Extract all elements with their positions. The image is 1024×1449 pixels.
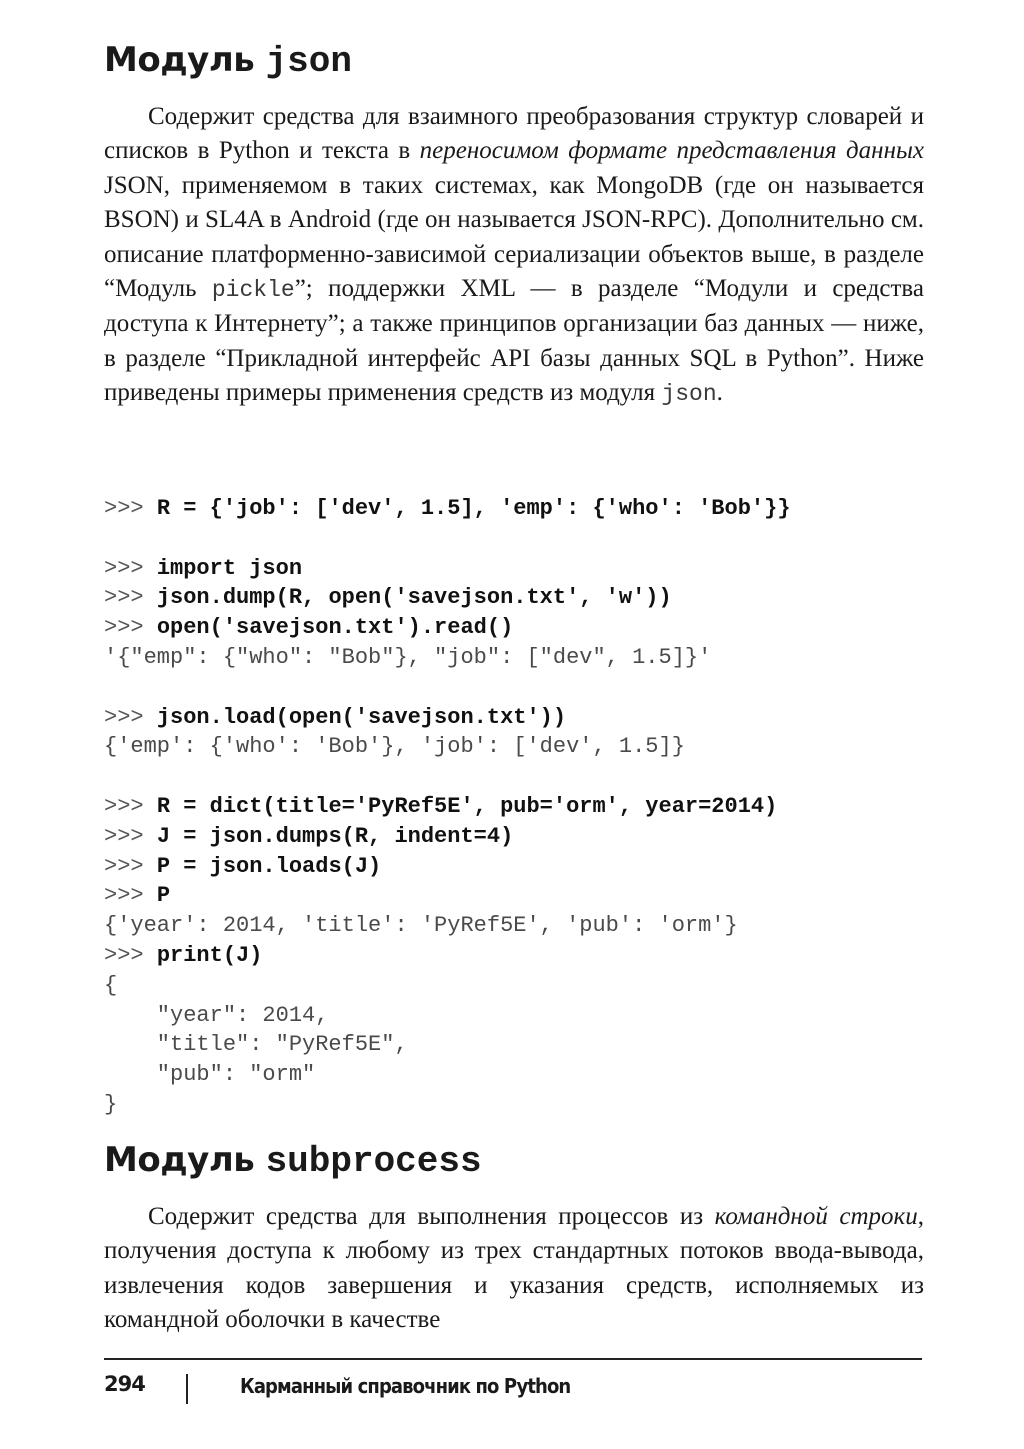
code-text: R = {'job': ['dev', 1.5], 'emp': {'who': 'Bob'}} [156,496,791,521]
repl-prompt: >>> [104,823,157,849]
code-text: P = json.loads(J) [156,853,382,879]
code-text: { [104,972,118,998]
paragraph-text: Содержит средства для взаимного преобразования структур словарей и списков в Python и текста в [104,103,924,165]
repl-prompt: >>> [104,704,157,730]
code-blank-line [104,524,791,554]
running-footer-title: Карманный справочник по Python [240,1374,571,1398]
repl-prompt: >>> [104,585,157,611]
heading-module-name: subprocess [265,1141,482,1182]
code-input-line [104,703,791,733]
repl-prompt: >>> [104,883,157,909]
json-description-paragraph [104,100,924,412]
code-text: import json [156,555,303,581]
heading-module-name: json [265,41,352,82]
repl-prompt: >>> [104,496,157,521]
code-text: open('savejson.txt').read() [156,615,514,641]
code-output-line [104,643,791,673]
repl-prompt: >>> [104,853,157,879]
code-input-line [104,792,791,822]
code-text: '{"emp": {"who": "Bob"}, "job": ["dev", 1.5]}' [104,644,712,670]
code-text: J = json.dumps(R, indent=4) [156,823,514,849]
paragraph-text: JSON, применяемом в таких системах, как MongoDB (где он называется BSON) и SL4A в Android (где он называется JSON-RPC). Дополнительно см. описание платформенно-зависимой сериализации объектов выше, в разделе “Модуль [104,171,924,303]
paragraph-text: Содержит средства для выполнения процессов из [148,1203,715,1230]
code-input-line [104,941,791,971]
code-input-line [104,822,791,852]
paragraph-text: ”; поддержки XML — в разделе “Модули и средства доступа к Интернету”; а также принципов организации баз данных — ниже, в разделе “Прикладной интерфейс API базы данных SQL в Python”. Ниже приведены примеры применения средств из модуля [104,275,925,407]
code-output-line [104,1090,791,1120]
repl-prompt: >>> [104,942,157,968]
code-blank-line [104,762,791,792]
code-text: {'year': 2014, 'title': 'PyRef5E', 'pub': 'orm'} [104,913,738,939]
code-input-line [104,554,791,584]
code-text: "year": 2014, [104,1002,329,1028]
code-text: json.load(open('savejson.txt')) [156,704,567,730]
code-text: "title": "PyRef5E", [104,1032,408,1058]
repl-prompt: >>> [104,793,157,819]
code-blank-line [104,673,791,703]
footer-separator [186,1374,188,1404]
heading-prefix: Модуль [104,1140,266,1180]
code-input-line [104,583,791,613]
code-text: json.dump(R, open('savejson.txt', 'w')) [156,585,672,611]
section-heading-subprocess [104,1140,482,1182]
heading-prefix: Модуль [104,40,266,80]
code-input-line [104,881,791,911]
inline-code-pickle: pickle [211,277,295,304]
code-text: R = dict(title='PyRef5E', pub='orm', year=2014) [156,793,778,819]
paragraph-emphasis: переносимом формате представления данных [419,137,924,165]
json-code-example [104,494,791,1120]
code-output-line [104,971,791,1001]
code-input-line [104,852,791,882]
code-input-line [104,494,791,524]
paragraph-text: , получения доступа к любому из трех стандартных потоков ввода-вывода, извлечения кодов завершения и указания средств, исполняемых из командной оболочки в качестве [104,1203,924,1334]
code-output-line [104,1001,791,1031]
code-text: P [156,883,171,909]
subprocess-description-paragraph [104,1200,924,1338]
section-heading-json [104,40,352,82]
footer-divider [104,1358,922,1360]
inline-code-json: json [661,381,717,408]
page-number: 294 [104,1372,145,1396]
code-input-line [104,613,791,643]
code-output-line [104,1060,791,1090]
code-output-line [104,732,791,762]
code-text: {'emp': {'who': 'Bob'}, 'job': ['dev', 1.5]} [104,734,685,760]
repl-prompt: >>> [104,615,157,641]
code-output-line [104,1030,791,1060]
paragraph-text: . [716,379,723,407]
repl-prompt: >>> [104,555,157,581]
code-text: print(J) [156,942,263,968]
code-output-line [104,911,791,941]
code-text: } [104,1091,118,1117]
paragraph-emphasis: командной строки [714,1203,918,1230]
code-text: "pub": "orm" [104,1062,316,1088]
